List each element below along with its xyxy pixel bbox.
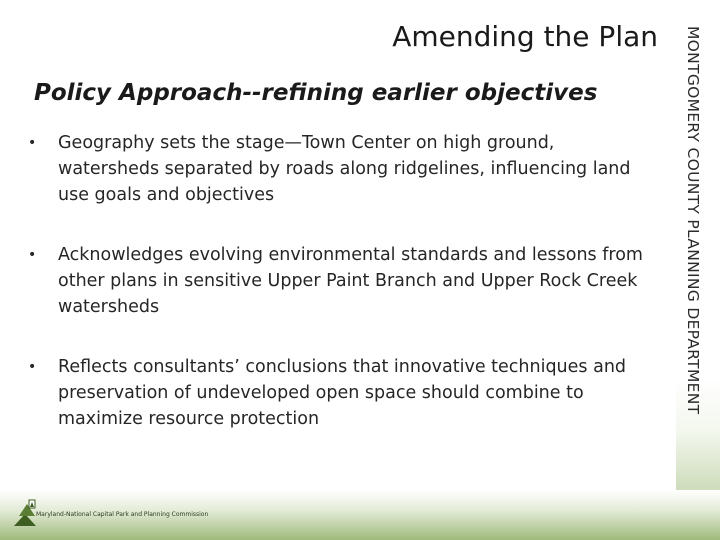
bullet-item-2 [28, 242, 658, 320]
department-name: MONTGOMERY COUNTY PLANNING DEPARTMENT [684, 26, 702, 415]
slide-title: Amending the Plan [392, 20, 658, 53]
bullet-text: Acknowledges evolving environmental standards and lessons from other plans in sensitive Upper Paint Branch and Upper Rock Creek watersheds [58, 245, 643, 317]
bullet-text: Geography sets the stage—Town Center on high ground, watersheds separated by roads along ridgelines, influencing land use goals and objectives [58, 133, 631, 205]
bullet-marker: • [28, 135, 37, 151]
mncppc-logo-icon [14, 498, 36, 528]
bullet-marker: • [28, 359, 37, 375]
bullet-marker: • [28, 247, 37, 263]
footer-organization: Maryland-National Capital Park and Planning Commission [36, 511, 209, 518]
bullet-list [28, 130, 658, 466]
slide-subtitle: Policy Approach--refining earlier objectives [34, 80, 598, 106]
bullet-text: Reflects consultants’ conclusions that innovative techniques and preservation of undeveloped open space should combine to maximize resource protection [58, 357, 627, 429]
bullet-item-1 [28, 130, 658, 208]
bullet-item-3 [28, 354, 658, 432]
